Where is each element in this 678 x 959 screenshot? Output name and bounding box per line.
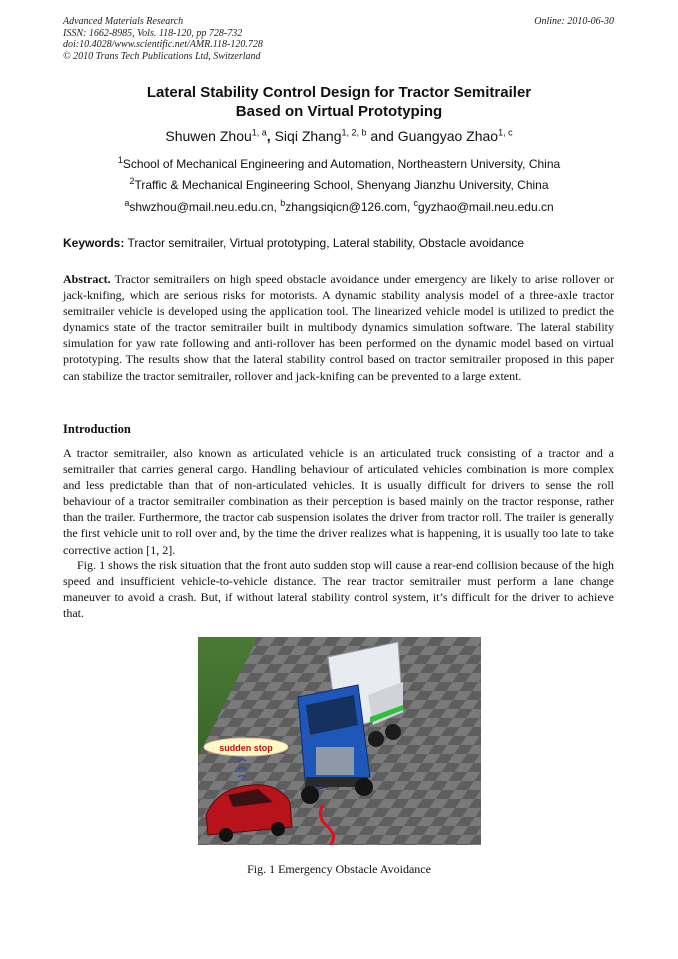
email-link[interactable]: gyzhao@mail.neu.edu.cn xyxy=(418,200,554,214)
email-sup: c xyxy=(413,198,419,208)
author-list xyxy=(60,128,618,144)
doi-line: doi:10.4028/www.scientific.net/AMR.118-120.728 xyxy=(63,39,263,50)
cab-wheel xyxy=(355,778,373,796)
issn-line: ISSN: 1662-8985, Vols. 118-120, pp 728-732 xyxy=(63,27,243,39)
affiliation-text: Traffic & Mechanical Engineering School, Shenyang Jianzhu University, China xyxy=(134,178,549,192)
online-date: Online: 2010-06-30 xyxy=(534,16,614,27)
email-list xyxy=(60,200,618,214)
car-wheel xyxy=(219,828,233,842)
title-line-2: Based on Virtual Prototyping xyxy=(235,103,443,120)
abstract-label: Abstract. xyxy=(63,272,111,286)
email-link[interactable]: shwzhou@mail.neu.edu.cn, xyxy=(129,200,281,214)
car-wheel xyxy=(271,822,285,836)
paper-title xyxy=(60,83,618,121)
author-name: Shuwen Zhou xyxy=(165,128,252,144)
affiliation-2 xyxy=(60,178,618,192)
trailer-wheel xyxy=(385,724,401,740)
cab-wheel xyxy=(301,786,319,804)
affiliation-text: School of Mechanical Engineering and Automation, Northeastern University, China xyxy=(122,157,561,171)
author-sup: 1, a xyxy=(251,127,267,138)
sudden-stop-label: sudden stop xyxy=(219,743,273,753)
figure-1-image xyxy=(198,637,481,845)
intro-paragraph-2: Fig. 1 shows the risk situation that the front auto sudden stop will cause a rear-end collision because of the high speed and insufficient vehicle-to-vehicle distance. The rear tractor semitrailer must perform a lane change maneuver to avoid a crash. But, if without lateral stability control system, it’s difficult for the driver to achieve that. xyxy=(63,558,614,621)
section-heading-introduction: Introduction xyxy=(63,422,131,436)
title-line-1: Lateral Stability Control Design for Tractor Semitrailer xyxy=(146,84,532,101)
trailer-wheel xyxy=(368,731,384,747)
abstract-paragraph xyxy=(63,271,614,384)
author-sup: 1, c xyxy=(498,127,513,138)
email-sup: a xyxy=(124,198,130,208)
abstract-text: Tractor semitrailers on high speed obstacle avoidance under emergency are likely to arise rollover or jack-knifing, which are serious risks for motorists. A dynamic stability analysis model of a three-axle tractor semitrailer vehicle is developed using the application tool. The linearized vehicle model is utilized to predict the dynamics state of the tractor semitrailer built in multibody dynamics simulation software. The lateral stability simulation for yaw rate following and anti-rollover has been performed on the dynamic model based on virtual prototyping. The results show that the lateral stability control based on tractor semitrailer proposed in this paper can stabilize the tractor semitrailer, rollover and jack-knifing can be prevented to a large extent. xyxy=(63,272,614,383)
email-sup: b xyxy=(280,198,286,208)
intro-paragraph-1: A tractor semitrailer, also known as articulated vehicle is an articulated truck consisting of a tractor and a semitrailer that carries general cargo. Handling behaviour of articulated vehicles combination is more complex and less predictable than that of non-articulated vehicles. It is usually difficult for drivers to sense the roll behaviour of a tractor semitrailer combination as their perception is based mainly on the tractor response, rather than the trailer. Furthermore, the tractor cab suspension isolates the driver from tractor roll. The trailer is generally the first vehicle unit to roll over and, by the time the driver realizes what is happening, it is usually too late to take corrective action [1, 2]. xyxy=(63,446,614,557)
email-link[interactable]: zhangsiqicn@126.com, xyxy=(285,200,414,214)
affiliation-1 xyxy=(60,157,618,171)
author-name: Guangyao Zhao xyxy=(397,128,499,144)
author-name: Siqi Zhang xyxy=(274,128,342,144)
cab-grille xyxy=(316,747,354,775)
running-header xyxy=(63,16,263,62)
keywords-label: Keywords: xyxy=(63,236,125,250)
journal-name: Advanced Materials Research xyxy=(63,16,184,27)
keywords-line xyxy=(63,236,617,250)
author-separator: and xyxy=(366,128,398,144)
affiliation-sup: 2 xyxy=(129,176,135,186)
keywords-text: Tractor semitrailer, Virtual prototyping, Lateral stability, Obstacle avoidance xyxy=(124,236,525,250)
obstacle-avoidance-scene xyxy=(198,637,481,845)
affiliation-sup: 1 xyxy=(117,155,123,165)
author-sup: 1, 2, b xyxy=(341,127,367,138)
copyright-line: © 2010 Trans Tech Publications Ltd, Switzerland xyxy=(63,50,261,62)
figure-caption: Fig. 1 Emergency Obstacle Avoidance xyxy=(247,862,431,876)
author-separator: , xyxy=(266,128,275,144)
